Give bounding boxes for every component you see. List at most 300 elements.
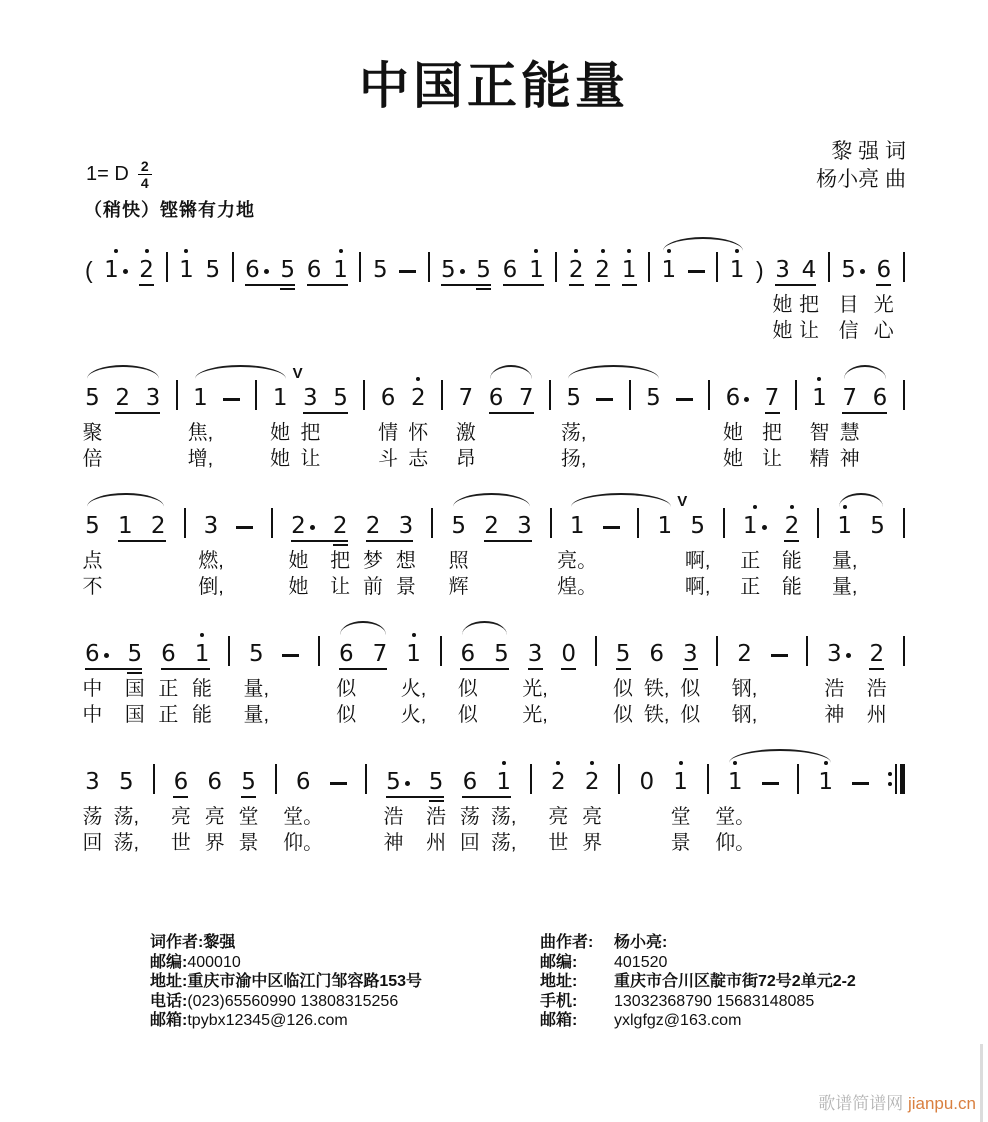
lyric-row [82, 702, 905, 728]
note-digit: 1 [661, 257, 677, 283]
lyric-row [82, 420, 905, 446]
note-token [307, 259, 322, 282]
note-digit: 5 [85, 385, 100, 411]
lyric-syllable: 啊, [684, 576, 711, 598]
note-digit: 6 [338, 641, 354, 667]
lyric-row [85, 292, 905, 318]
octave-dot [502, 761, 506, 765]
contact-label: 地址: [540, 973, 578, 990]
lyric-syllable: 能 [781, 550, 802, 572]
lyric-syllable: 焦, [187, 422, 214, 444]
note-digit: 2 [365, 513, 381, 539]
barline [275, 764, 277, 794]
octave-dot [114, 249, 118, 253]
note-digit: 1 [406, 641, 421, 667]
note-digit: 3 [827, 641, 842, 667]
lyric-syllable: 回 [82, 832, 103, 854]
note-token [85, 771, 100, 794]
lyric-syllable: 量, [831, 576, 858, 598]
note-token [381, 387, 396, 410]
lyric-syllable: 正 [740, 550, 761, 572]
music-line [85, 220, 905, 344]
note-token [249, 643, 264, 666]
eighth-underline [241, 796, 256, 798]
augmentation-dot [405, 781, 410, 786]
lyric-syllable: 亮 [170, 806, 191, 828]
note-token [429, 771, 444, 794]
music-line [82, 476, 905, 600]
lyric-syllable: 火, [400, 704, 427, 726]
lyric-syllable: 亮 [582, 806, 603, 828]
note-token [870, 515, 885, 538]
beam-line [118, 540, 166, 542]
lyric-syllable: 似 [613, 704, 634, 726]
note-digit: 3 [398, 513, 414, 539]
augmentation-dot [123, 269, 128, 274]
lyric-syllable: 似 [680, 704, 701, 726]
lyric-row [82, 446, 905, 472]
lyric-syllable: 她 [772, 294, 793, 316]
note-digit: 1 [621, 257, 637, 283]
barline [555, 252, 557, 282]
lyric-syllable: 铁, [643, 678, 670, 700]
lyric-syllable: 辉 [448, 576, 469, 598]
repeat-dots [888, 764, 892, 794]
barline [595, 636, 597, 666]
note-digit: 5 [494, 641, 509, 667]
note-token [743, 515, 767, 538]
watermark-site-name: 歌谱简谱网 [818, 1094, 908, 1113]
note-token [551, 771, 566, 794]
note-token [372, 643, 387, 666]
lyric-syllable: 火, [400, 678, 427, 700]
lyric-syllable: 堂。 [715, 806, 756, 828]
note-token [145, 387, 160, 410]
note-token [303, 387, 318, 410]
note-token [872, 387, 887, 410]
lyric-syllable: 让 [300, 448, 321, 470]
lyric-syllable: 量, [831, 550, 858, 572]
barline [441, 380, 443, 410]
note-digit: 7 [372, 641, 388, 667]
note-token [561, 643, 576, 666]
note-digit: 1 [742, 513, 758, 539]
note-digit: 1 [729, 257, 745, 283]
note-token [876, 259, 891, 282]
lyric-row [82, 830, 905, 856]
lyric-syllable: 能 [192, 678, 213, 700]
octave-dot [184, 249, 188, 253]
lyric-syllable: 荡, [490, 832, 517, 854]
notes-row [85, 236, 905, 282]
lyric-syllable: 界 [204, 832, 225, 854]
note-token [296, 771, 311, 794]
contact-value: 重庆市渝中区临江门邹容路153号 [187, 973, 423, 990]
note-digit: 5 [451, 513, 466, 539]
note-token [366, 515, 381, 538]
lyric-syllable: 浩 [426, 806, 447, 828]
eighth-underline [622, 284, 637, 286]
note-digit: 6 [380, 385, 396, 411]
note-digit: 5 [85, 513, 100, 539]
note-token [569, 259, 584, 282]
note-digit: 0 [561, 641, 577, 667]
note-token [842, 387, 857, 410]
note-token [726, 387, 750, 410]
lyric-syllable: 啊, [684, 550, 711, 572]
note-token [494, 643, 509, 666]
contact-label: 地址: [150, 973, 188, 990]
note-token [85, 515, 100, 538]
note-digit: 7 [518, 385, 534, 411]
note-token [657, 493, 688, 539]
lyric-syllable: 昂 [455, 448, 476, 470]
lyric-row [85, 318, 905, 344]
octave-dot [590, 761, 594, 765]
lyric-syllable: 她 [270, 422, 291, 444]
augmentation-dot [846, 653, 851, 658]
note-digit: 5 [566, 385, 582, 411]
lyric-syllable: 能 [192, 704, 213, 726]
key-text: 1= D [86, 163, 129, 186]
lyric-row [82, 676, 905, 702]
lyric-syllable: 堂 [670, 806, 691, 828]
lyric-syllable: 能 [781, 576, 802, 598]
beam-line [484, 540, 532, 542]
lyric-syllable: 世 [548, 832, 569, 854]
note-digit: 4 [801, 257, 817, 283]
eighth-underline [765, 412, 780, 414]
note-digit: 5 [118, 769, 134, 795]
note-token [460, 643, 475, 666]
duration-dash [676, 398, 693, 401]
duration-dash [223, 398, 240, 401]
note-token [205, 259, 220, 282]
note-token [291, 515, 315, 538]
beam-line [462, 796, 511, 798]
note-token [333, 387, 348, 410]
eighth-underline [784, 540, 799, 542]
eighth-underline [173, 796, 188, 798]
note-digit: 1 [496, 769, 512, 795]
note-digit: 5 [333, 385, 348, 411]
lyric-syllable: 想 [395, 550, 416, 572]
duration-dash [603, 526, 620, 529]
note-digit: 1 [104, 257, 119, 283]
sixteenth-underline [127, 672, 142, 674]
credits [816, 138, 906, 194]
note-token [104, 259, 128, 282]
note-digit: 3 [85, 769, 100, 795]
lyric-syllable: 钢, [731, 704, 758, 726]
barline [365, 764, 367, 794]
augmentation-dot [762, 525, 767, 530]
note-token [484, 515, 499, 538]
lyric-syllable: 她 [270, 448, 291, 470]
note-digit: 2 [584, 769, 600, 795]
note-digit: 6 [502, 257, 518, 283]
barline [232, 252, 234, 282]
note-token [529, 259, 544, 282]
eighth-underline [616, 668, 631, 670]
note-digit: 3 [517, 513, 532, 539]
beam-line [460, 668, 509, 670]
note-digit: 6 [161, 641, 176, 667]
note-digit: 5 [615, 641, 631, 667]
duration-dash [596, 398, 613, 401]
lyric-syllable: 堂。 [283, 806, 324, 828]
lyric-row [82, 804, 905, 830]
beam-line [489, 412, 534, 414]
barline [903, 508, 905, 538]
note-token [398, 515, 413, 538]
note-digit: 6 [725, 385, 741, 411]
beam-line [303, 412, 348, 414]
octave-dot [753, 505, 757, 509]
octave-dot [556, 761, 560, 765]
contact-value: 杨小亮: [614, 934, 668, 951]
barline [716, 252, 718, 282]
lyric-syllable: 荡 [82, 806, 103, 828]
note-digit: 2 [551, 769, 566, 795]
lyric-syllable: 荡, [113, 806, 140, 828]
note-token [690, 515, 705, 538]
note-token [661, 259, 676, 282]
barline [440, 636, 442, 666]
duration-dash [236, 526, 253, 529]
note-digit: 5 [646, 385, 661, 411]
octave-dot [412, 633, 416, 637]
lyricist-credit: 黎 强 词 [831, 140, 906, 163]
contact-value: yxlgfgz@163.com [614, 1012, 742, 1029]
contact-value: 13032368790 15683148085 [614, 992, 815, 1010]
octave-dot [200, 633, 204, 637]
note-digit: 2 [869, 641, 885, 667]
barline [795, 380, 797, 410]
lyric-syllable: 国 [124, 704, 145, 726]
lyric-syllable: 似 [457, 704, 478, 726]
music-line [82, 604, 905, 728]
note-digit: 6 [460, 641, 476, 667]
note-token [462, 771, 477, 794]
lyric-syllable: 光, [522, 678, 548, 700]
note-token [841, 259, 865, 282]
note-digit: 5 [280, 257, 296, 283]
note-digit: 5 [476, 257, 491, 283]
note-digit: 5 [841, 257, 856, 283]
note-token [173, 771, 188, 794]
barline [153, 764, 155, 794]
lyric-syllable: 州 [426, 832, 447, 854]
note-digit: 1 [333, 257, 348, 283]
lyric-syllable: 中 [82, 678, 103, 700]
lyric-syllable: 精 [809, 448, 830, 470]
note-digit: 0 [639, 769, 655, 795]
note-token [837, 515, 852, 538]
barline [431, 508, 433, 538]
note-digit: 2 [332, 513, 348, 539]
note-digit: 6 [488, 385, 504, 411]
note-digit: 1 [818, 769, 833, 795]
lyric-row [82, 574, 905, 600]
lyric-syllable: 似 [336, 704, 357, 726]
lyric-syllable: 煌。 [557, 576, 598, 598]
note-token [406, 643, 421, 666]
note-token [245, 259, 269, 282]
note-digit: 6 [85, 641, 100, 667]
barline [271, 508, 273, 538]
lyric-syllable: 志 [408, 448, 429, 470]
repeat-dot [888, 772, 892, 776]
note-token [280, 259, 295, 282]
note-token [812, 387, 827, 410]
barline [176, 380, 178, 410]
note-digit: 5 [205, 257, 221, 283]
lyric-syllable: 中 [82, 704, 103, 726]
watermark-site-url[interactable]: jianpu.cn [907, 1094, 976, 1113]
breath-mark-icon: V [677, 493, 688, 510]
note-digit: 5 [441, 257, 456, 283]
tempo-marking: （稍快）铿锵有力地 [84, 200, 255, 220]
eighth-underline [683, 668, 698, 670]
eighth-underline [139, 284, 154, 286]
lyric-syllable: 前 [363, 576, 383, 598]
lyric-syllable: 荡 [459, 806, 480, 828]
contact-value: tpybx12345@126.com [187, 1012, 348, 1029]
contact-row [150, 972, 422, 992]
contact-row [540, 933, 856, 953]
note-digit: 3 [527, 641, 543, 667]
lyric-syllable: 情 [378, 422, 399, 444]
octave-dot [534, 249, 538, 253]
note-digit: 2 [568, 257, 584, 283]
octave-dot [790, 505, 794, 509]
lyric-syllable: 她 [288, 550, 309, 572]
octave-dot [339, 249, 343, 253]
beam-line [245, 284, 295, 286]
barline [708, 380, 710, 410]
duration-dash [330, 782, 347, 785]
sixteenth-underline [476, 288, 491, 290]
octave-dot [817, 377, 821, 381]
barline [817, 508, 819, 538]
duration-dash [852, 782, 869, 785]
note-digit: 7 [458, 385, 474, 411]
note-digit: 6 [207, 769, 223, 795]
note-digit: 1 [193, 385, 208, 411]
eighth-underline [869, 668, 884, 670]
lyric-syllable: 增, [187, 448, 214, 470]
note-token [458, 387, 473, 410]
lyric-syllable: 她 [288, 576, 309, 598]
parenthesis: ( [85, 257, 93, 283]
lyric-syllable: 她 [722, 448, 743, 470]
lyric-syllable: 让 [330, 576, 351, 598]
note-digit: 3 [682, 641, 698, 667]
lyric-syllable: 她 [722, 422, 743, 444]
lyric-syllable: 让 [761, 448, 782, 470]
note-digit: 2 [784, 513, 800, 539]
contact-row [540, 992, 856, 1012]
beam-line [85, 668, 142, 670]
barline [828, 252, 830, 282]
note-token [241, 771, 256, 794]
note-token [503, 259, 518, 282]
lyric-syllable: 倍 [82, 448, 103, 470]
lyric-syllable: 国 [124, 678, 145, 700]
note-token [528, 643, 543, 666]
note-token [737, 643, 752, 666]
note-digit: 1 [727, 769, 743, 795]
note-token [373, 259, 388, 282]
note-token [441, 259, 465, 282]
note-token [616, 643, 631, 666]
lyric-syllable: 钢, [731, 678, 758, 700]
lyric-syllable: 世 [170, 832, 191, 854]
contact-label: 邮箱: [150, 1012, 188, 1029]
lyric-syllable: 斗 [378, 448, 399, 470]
note-token [119, 771, 134, 794]
lyric-syllable: 州 [866, 704, 887, 726]
note-token [673, 771, 688, 794]
beam-line [366, 540, 414, 542]
note-digit: 5 [127, 641, 143, 667]
lyric-syllable: 聚 [82, 422, 103, 444]
note-token [728, 771, 743, 794]
lyric-syllable: 信 [838, 320, 859, 342]
note-digit: 7 [842, 385, 858, 411]
lyric-syllable: 激 [455, 422, 476, 444]
note-token [161, 643, 176, 666]
lyric-syllable: 把 [300, 422, 321, 444]
contact-row [540, 953, 856, 973]
note-digit: 2 [410, 385, 426, 411]
lyric-syllable: 照 [448, 550, 469, 572]
lyric-syllable: 似 [457, 678, 478, 700]
barline [428, 252, 430, 282]
lyric-syllable: 堂 [238, 806, 259, 828]
eighth-underline [876, 284, 891, 286]
note-token [639, 771, 654, 794]
lyric-syllable: 仰。 [283, 832, 324, 854]
lyric-syllable: 让 [798, 320, 819, 342]
lyric-syllable: 扬, [560, 448, 587, 470]
lyric-syllable: 光 [873, 294, 894, 316]
note-digit: 6 [173, 769, 189, 795]
note-digit: 7 [764, 385, 780, 411]
barline [530, 764, 532, 794]
note-token [386, 771, 410, 794]
lyric-syllable: 目 [838, 294, 859, 316]
lyric-syllable: 慧 [839, 422, 860, 444]
note-digit: 2 [115, 385, 131, 411]
note-digit: 1 [657, 513, 673, 539]
sixteenth-underline [429, 800, 444, 802]
barline [716, 636, 718, 666]
note-token [85, 387, 100, 410]
contact-row [150, 933, 422, 953]
lyric-syllable: 把 [330, 550, 351, 572]
watermark [818, 1089, 976, 1114]
note-token [193, 387, 208, 410]
duration-dash [762, 782, 779, 785]
barline [707, 764, 709, 794]
note-token [622, 259, 637, 282]
note-token [85, 643, 109, 666]
note-token [649, 643, 664, 666]
lyricist-contact-block [150, 933, 422, 1031]
contact-value: 黎强 [203, 934, 236, 951]
